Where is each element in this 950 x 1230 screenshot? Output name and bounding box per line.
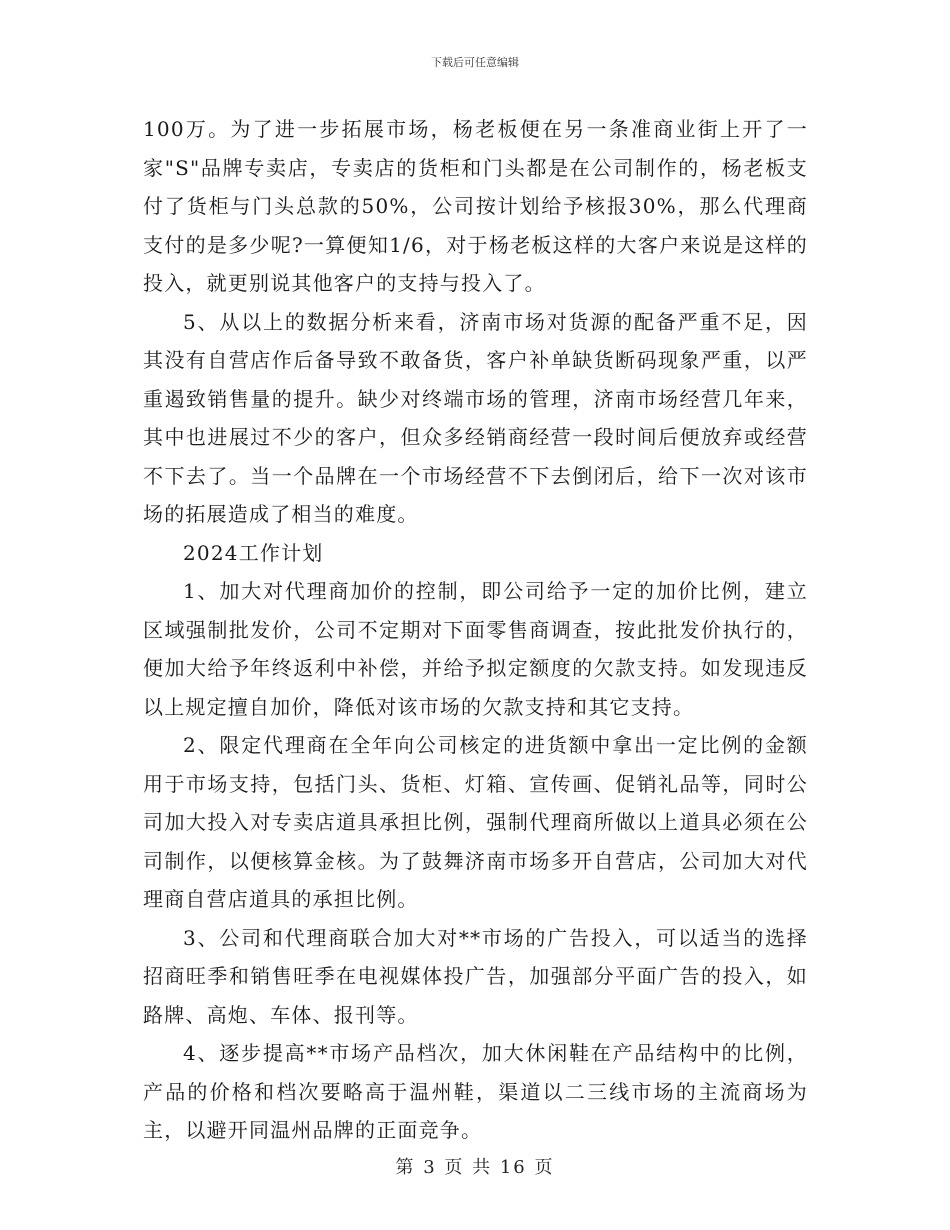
paragraph-item-5: 5、从以上的数据分析来看，济南市场对货源的配备严重不足，因其没有自营店作后备导致不敢备货，客户补单缺货断码现象严重，以严重遏致销售量的提升。缺少对终端市场的管理，济南市场经营几年来，其中也进展过不少的客户，但众多经销商经营一段时间后便放弃或经营不下去了。当一个品牌在一个市场经营不下去倒闭后，给下一次对该市场的拓展造成了相当的难度。: [143, 309, 808, 526]
page-header-note: 下载后可任意编辑: [431, 56, 519, 69]
plan-item-2: 2、限定代理商在全年向公司核定的进货额中拿出一定比例的金额用于市场支持，包括门头、货柜、灯箱、宣传画、促销礼品等，同时公司加大投入对专卖店道具承担比例，强制代理商所做以上道具必须在公司制作，以便核算金核。为了鼓舞济南市场多开自营店，公司加大对代理商自营店道具的承担比例。: [143, 733, 808, 911]
section-heading-work-plan: 2024工作计划: [183, 540, 324, 565]
plan-item-1: 1、加大对代理商加价的控制，即公司给予一定的加价比例，建立区域强制批发价，公司不定期对下面零售商调查，按此批发价执行的，便加大给予年终返利中补偿，并给予拟定额度的欠款支持。如发现违反以上规定擅自加价，降低对该市场的欠款支持和其它支持。: [143, 579, 808, 719]
plan-item-3: 3、公司和代理商联合加大对**市场的广告投入，可以适当的选择招商旺季和销售旺季在电视媒体投广告，加强部分平面广告的投入，如路牌、高炮、车体、报刊等。: [143, 925, 808, 1027]
page-number: 第 3 页 共 16 页: [395, 1157, 555, 1178]
document-body: [143, 110, 808, 1150]
paragraph-continuation: 100万。为了进一步拓展市场，杨老板便在另一条准商业街上开了一家"S"品牌专卖店，专卖店的货柜和门头都是在公司制作的，杨老板支付了货柜与门头总款的50%，公司按计划给予核报30%，那么代理商支付的是多少呢?一算便知1/6，对于杨老板这样的大客户来说是这样的投入，就更别说其他客户的支持与投入了。: [143, 117, 808, 295]
plan-item-4: 4、逐步提高**市场产品档次，加大休闲鞋在产品结构中的比例，产品的价格和档次要略高于温州鞋，渠道以二三线市场的主流商场为主，以避开同温州品牌的正面竞争。: [143, 1041, 808, 1142]
